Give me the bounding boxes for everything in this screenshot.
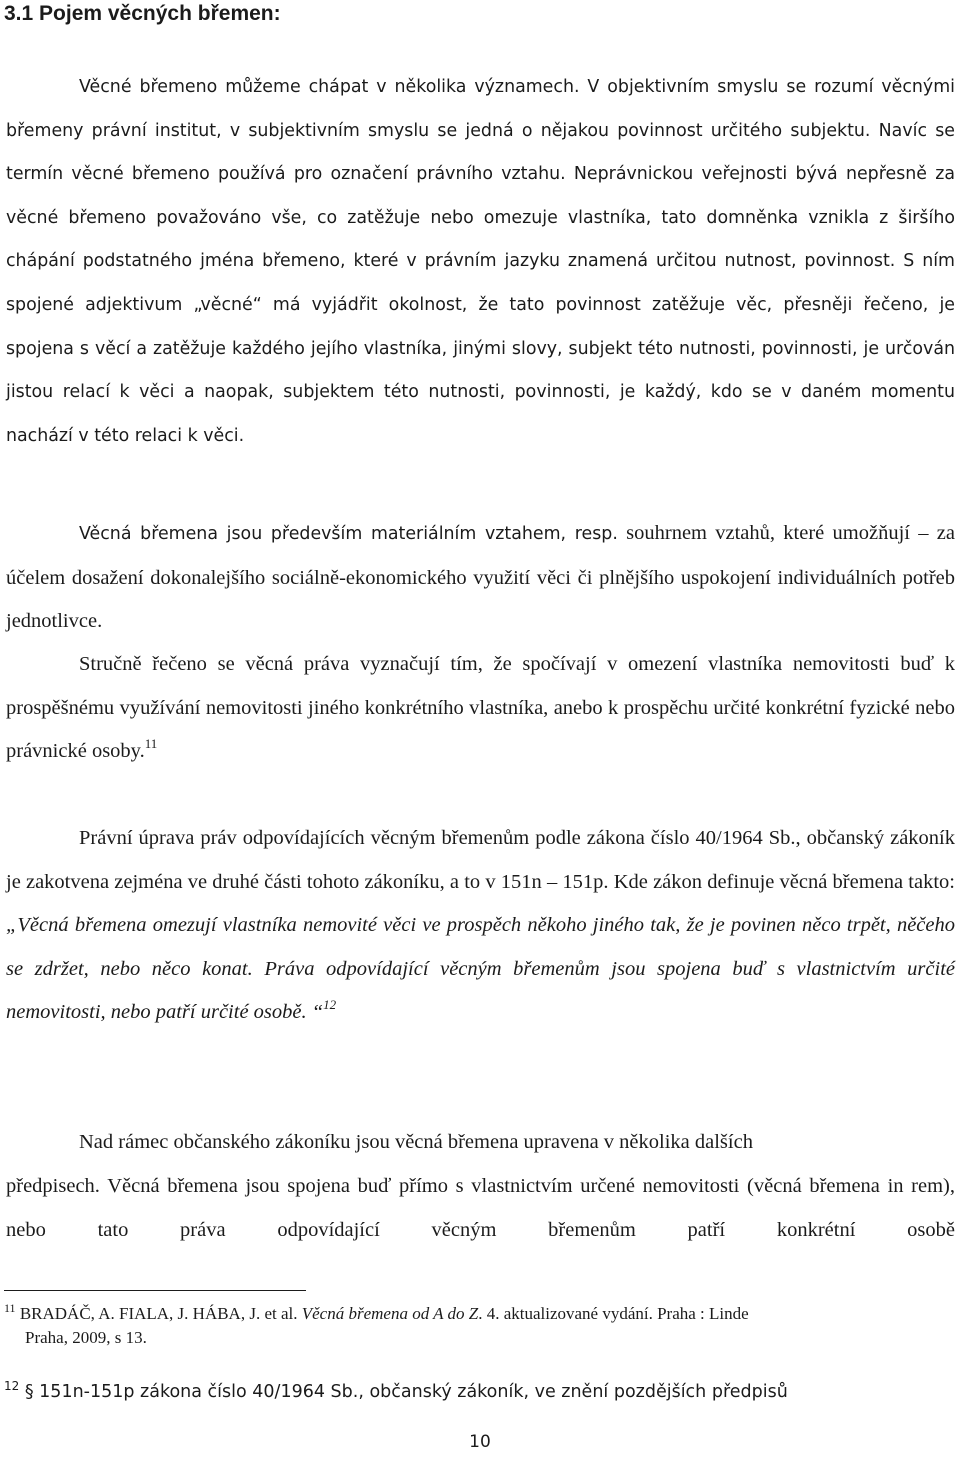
paragraph-5-line-1: Nad rámec občanského zákoníku jsou věcná břemena upravena v několika dalších (79, 1131, 753, 1153)
legal-quote: „Věcná břemena omezují vlastníka nemovité věci ve prospěch někoho jiného tak, že je povinen něco trpět, něčeho se zdržet, nebo něco konat. Práva odpovídající věcným břemenům jsou spojena buď s vlastnictvím určité nemovitosti, nebo patří určité osobě. “ (6, 914, 955, 1024)
footnote-11-publisher: Praha, 2009, s 13. (25, 1328, 147, 1347)
paragraph-1-text: Věcné břemeno můžeme chápat v několika významech. V objektivním smyslu se rozumí věcnými břemeny právní institut, v subjektivním smyslu se jedná o nějakou povinnost určitého subjektu. Navíc se termín věcné břemeno používá pro označení právního vztahu. Neprávnickou veřejnosti bývá nepřesně za věcné břemeno považováno vše, co zatěžuje nebo omezuje vlastníka, tato domněnka vznikla z širšího chápání podstatného jména břemeno, které v právním jazyku znamená určitou nutnost, povinnost. S ním spojené adjektivum „věcné“ má vyjádřit okolnost, že tato povinnost zatěžuje věc, přesněji řečeno, je spojena s věcí a zatěžuje každého jejího vlastníka, jinými slovy, subjekt této nutnosti, povinnosti, je určován jistou relací k věci a naopak, subjektem této nutnosti, povinnosti, je každý, kdo se v daném momentu nachází v této relaci k věci. (6, 77, 955, 446)
footnote-11-number: 11 (4, 1300, 16, 1315)
footnote-11-edition: . 4. aktualizované vydání. Praha : Linde (478, 1304, 749, 1323)
paragraph-2-text-b: souhrnem vztahů, které umožňují – za účelem dosažení dokonalejšího sociálně-ekonomického využití věci či plnějšího uspokojení individuálních potřeb jednotlivce. (6, 522, 955, 633)
paragraph-3-text: Stručně řečeno se věcná práva vyznačují tím, že spočívají v omezení vlastníka nemovitosti buď k prospěšnému využívání nemovitosti jiného konkrétního vlastníka, anebo k prospěchu určité konkrétní fyzické nebo právnické osoby. (6, 653, 955, 763)
footnote-12 (4, 1380, 944, 1404)
page-number: 10 (469, 1432, 491, 1452)
footnote-ref-12[interactable]: 12 (323, 997, 337, 1013)
footnote-12-text: § 151n-151p zákona číslo 40/1964 Sb., občanský zákoník, ve znění pozdějších předpisů (24, 1382, 788, 1402)
paragraph-3 (6, 643, 955, 774)
section-heading: 3.1 Pojem věcných břemen: (4, 2, 281, 25)
footnote-11 (4, 1302, 944, 1350)
paragraph-4 (6, 817, 955, 1035)
paragraph-2 (6, 512, 955, 644)
footnote-11-title: Věcná břemena od A do Z (301, 1304, 479, 1323)
footnote-separator (4, 1290, 306, 1291)
paragraph-4-text: Právní úprava práv odpovídajících věcným břemenům podle zákona číslo 40/1964 Sb., občanský zákoník je zakotvena zejména ve druhé části tohoto zákoníku, a to v 151n – 151p. Kde zákon definuje věcná břemena takto: (6, 827, 955, 893)
footnote-11-authors: BRADÁČ, A. FIALA, J. HÁBA, J. et al. (19, 1304, 302, 1323)
paragraph-5-text: předpisech. Věcná břemena jsou spojena buď přímo s vlastnictvím určené nemovitosti (věcná břemena in rem), nebo tato práva odpovídající věcným břemenům patří konkrétní osobě (6, 1175, 955, 1241)
paragraph-2-text-a: Věcná břemena jsou především materiálním vztahem, resp. (79, 524, 618, 544)
footnote-12-number: 12 (4, 1378, 20, 1393)
paragraph-5 (6, 1121, 955, 1165)
paragraph-1 (6, 66, 955, 458)
paragraph-5-continued (6, 1165, 955, 1252)
footnote-ref-11[interactable]: 11 (144, 736, 158, 752)
